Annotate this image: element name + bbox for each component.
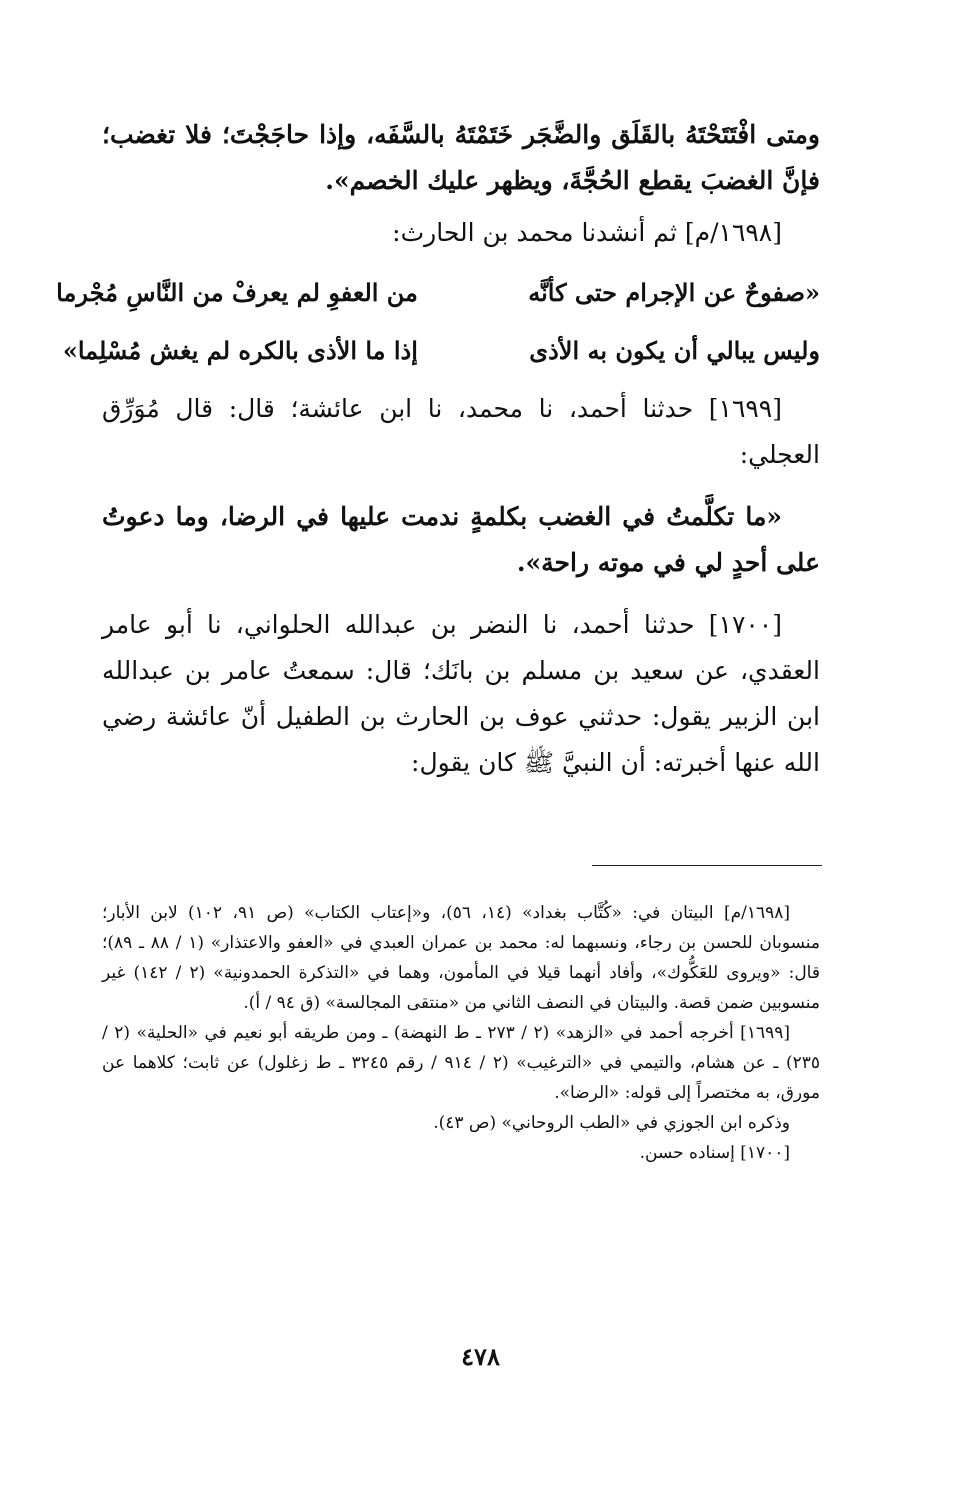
entry-1700-text: [١٧٠٠] حدثنا أحمد، نا النضر بن عبدالله الحلواني، نا أبو عامر العقدي، عن سعيد بن مسلم بن بانَك؛ قال: سمعتُ عامر بن عبدالله ابن الزبير يقول: حدثني عوف بن الحارث بن الطفيل أنّ عائشة رضي الله عنها أخبرته: أن النبيَّ ﷺ كان يقول:	[102, 610, 820, 777]
footnote-1700: [١٧٠٠] إسناده حسن.	[639, 1143, 790, 1163]
poem-verse-2-second: إذا ما الأذى بالكره لم يغش مُسْلِما»	[62, 336, 418, 365]
intro-paragraph: ومتى افْتَتَحْتَهُ بالقَلَق والضَّجَر خَتَمْتَهُ بالسَّفَه، وإذا حاجَجْتَ؛ فلا تغضب؛ فإنَّ الغضبَ يقطع الحُجَّةَ، ويظهر عليك الخصم».	[102, 120, 820, 195]
footnote-1699-extra: وذكره ابن الجوزي في «الطب الروحاني» (ص ٤٣).	[433, 1113, 790, 1133]
poem-verse-1-first: «صفوحٌ عن الإجرام حتى كأنَّه	[528, 278, 820, 307]
main-text	[56, 112, 820, 786]
footnote-separator	[592, 865, 822, 866]
poem-verse-1-second: من العفوِ لم يعرفْ من النَّاسِ مُجْرما	[56, 278, 418, 307]
entry-1699-isnad: [١٦٩٩] حدثنا أحمد، نا محمد، نا ابن عائشة؛ قال: قال مُوَرِّق العجلي:	[102, 394, 820, 469]
entry-1698-heading: [١٦٩٨/م] ثم أنشدنا محمد بن الحارث:	[392, 218, 782, 247]
poem	[56, 264, 820, 380]
footnote-1698: [١٦٩٨/م] البيتان في: «كُتَّاب بغداد» (١٤، ٥٦)، و«إعتاب الكتاب» (ص ٩١، ١٠٢) لابن الأبار؛ منسوبان للحسن بن رجاء، ونسبهما له: محمد بن عمران العبدي في «العفو والاعتذار» (١ / ٨٨ ـ ٨٩)؛ قال: «ويروى للعَكُّوك»، وأفاد أنهما قيلا في المأمون، وهما في «التذكرة الحمدونية» (٢ / ١٤٢) غير منسوبين ضمن قصة. والبيتان في النصف الثاني من «منتقى المجالسة» (ق ٩٤ / أ).	[102, 903, 820, 1013]
page-number: ٤٧٨	[461, 1342, 500, 1371]
footnotes	[102, 898, 820, 1168]
poem-verse-1	[56, 264, 820, 322]
footnote-1699: [١٦٩٩] أخرجه أحمد في «الزهد» (٢ / ٢٧٣ ـ ط النهضة) ـ ومن طريقه أبو نعيم في «الحلية» (٢ / ٢٣٥) ـ عن هشام، والتيمي في «الترغيب» (٢ / ٩١٤ / رقم ٣٢٤٥ ـ ط زغلول) عن ثابت؛ كلاهما عن مورق، به مختصراً إلى قوله: «الرضا».	[102, 1023, 820, 1103]
poem-verse-2-first: وليس يبالي أن يكون به الأذى	[529, 336, 820, 365]
entry-1699-quote: «ما تكلَّمتُ في الغضب بكلمةٍ ندمت عليها في الرضا، وما دعوتُ على أحدٍ لي في موته راحة».	[102, 502, 820, 577]
poem-verse-2	[62, 322, 820, 380]
